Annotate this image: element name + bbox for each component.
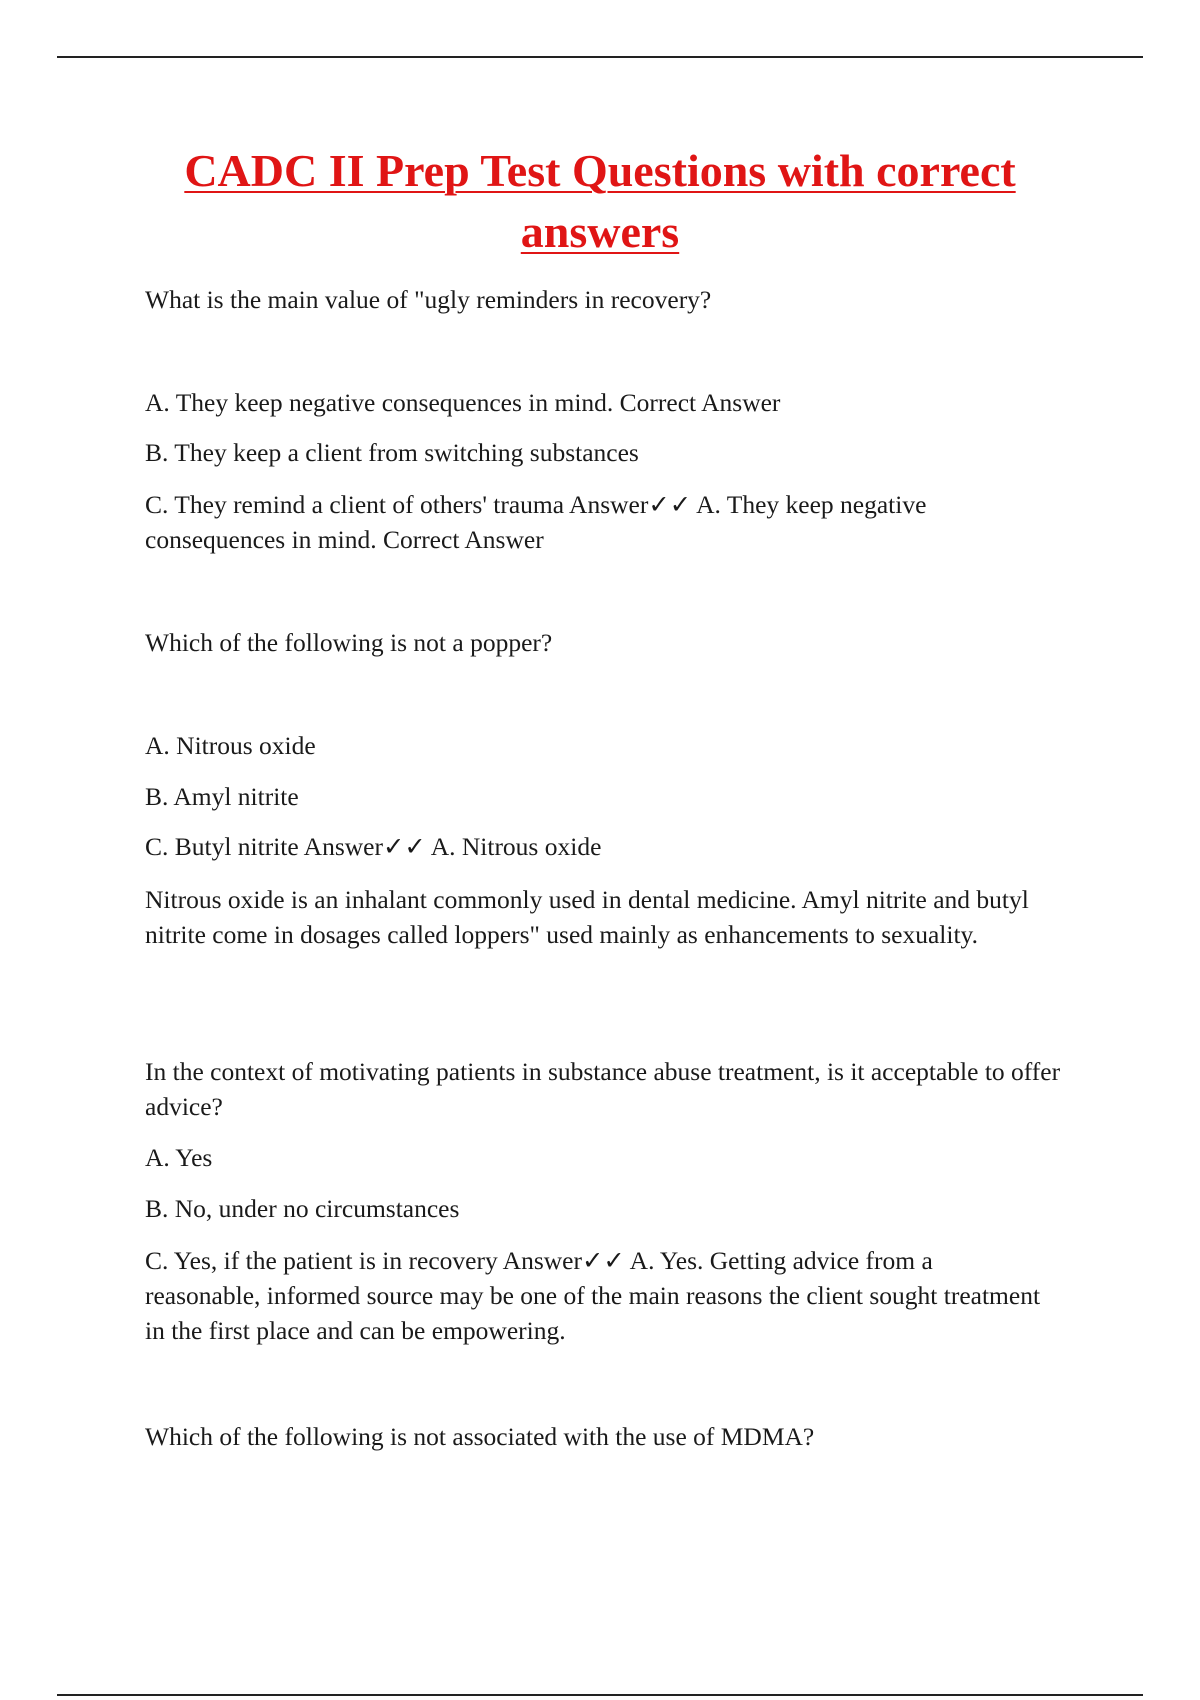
title-line-2: answers (520, 206, 680, 257)
header-rule (57, 56, 1143, 58)
answer-option: B. No, under no circumstances (145, 1194, 460, 1223)
explanation-text: Nitrous oxide is an inhalant commonly used in dental medicine. Amyl nitrite and butyl nitrite come in dosages called loppers" used mainly as enhancements to sexuality. (145, 885, 1029, 949)
answer-option: C. Yes, if the patient is in recovery Answer✓✓ A. Yes. Getting advice from a reasonable, informed source may be one of the main reasons the client sought treatment in the first place and can be empowering. (145, 1246, 1041, 1345)
question-text: What is the main value of "ugly reminders in recovery? (145, 285, 712, 314)
answer-option: B. They keep a client from switching substances (145, 438, 639, 467)
title-line-1: CADC II Prep Test Questions with correct (184, 145, 1016, 196)
answer-option: A. They keep negative consequences in mind. Correct Answer (145, 388, 781, 417)
answer-option: B. Amyl nitrite (145, 782, 299, 811)
question-text: In the context of motivating patients in substance abuse treatment, is it acceptable to offer advice? (145, 1057, 1061, 1121)
answer-option: C. They remind a client of others' trauma Answer✓✓ A. They keep negative consequences in mind. Correct Answer (145, 490, 927, 554)
footer-rule (57, 1694, 1143, 1696)
answer-option: A. Yes (145, 1143, 213, 1172)
answer-option: C. Butyl nitrite Answer✓✓ A. Nitrous oxide (145, 832, 602, 861)
question-text: Which of the following is not a popper? (145, 628, 553, 657)
answer-option: A. Nitrous oxide (145, 731, 316, 760)
document-title (140, 140, 1060, 262)
question-text: Which of the following is not associated with the use of MDMA? (145, 1422, 815, 1451)
